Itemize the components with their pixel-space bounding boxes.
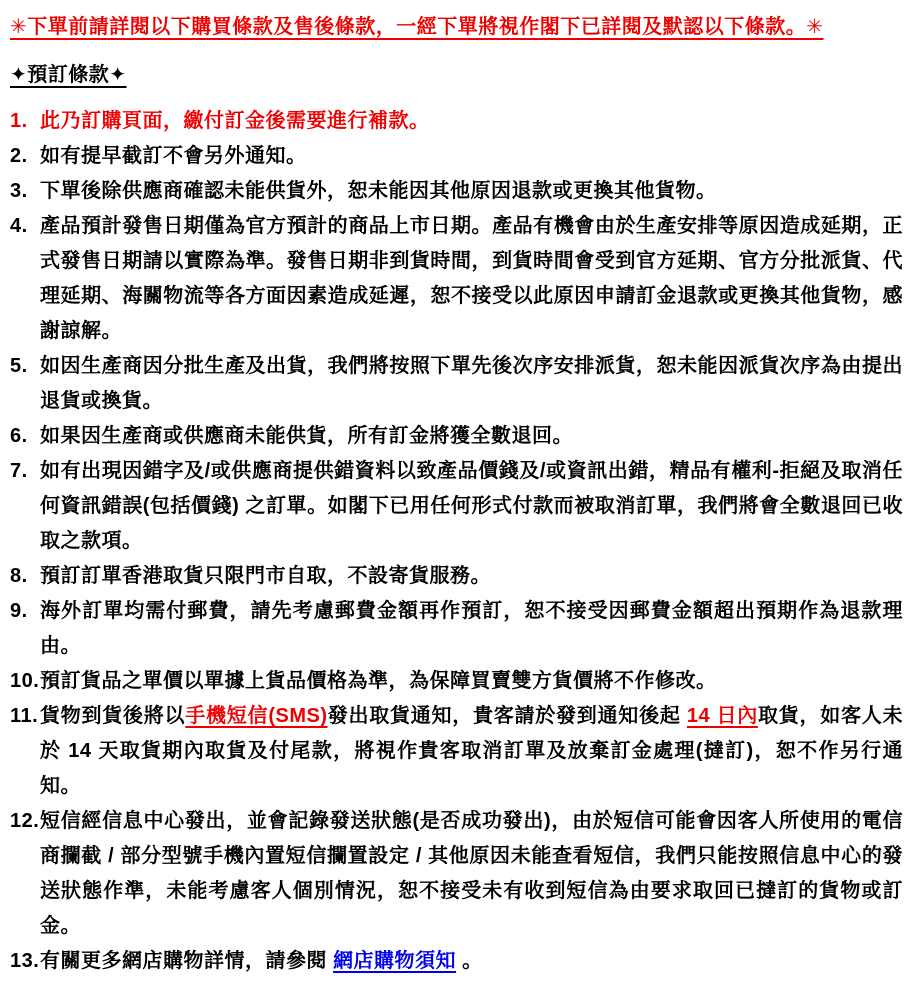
store-shopping-notice-link[interactable]: 網店購物須知 xyxy=(333,950,457,972)
term-text xyxy=(40,944,903,979)
term-segment: 如有提早截訂不會另外通知。 xyxy=(40,145,307,167)
term-text xyxy=(40,594,903,664)
term-text xyxy=(40,209,903,349)
term-segment: 有關更多網店購物詳情，請參閱 xyxy=(40,950,334,972)
term-item-11 xyxy=(10,699,903,804)
term-segment: 如果因生產商或供應商未能供貨，所有訂金將獲全數退回。 xyxy=(40,425,573,447)
term-number: 3. xyxy=(10,180,28,202)
term-number: 8. xyxy=(10,565,28,587)
term-text xyxy=(40,349,903,419)
term-number: 10. xyxy=(10,670,40,692)
term-number: 11. xyxy=(10,705,39,727)
term-number: 5. xyxy=(10,355,28,377)
term-number: 12. xyxy=(10,810,40,832)
term-segment: 貨物到貨後將以 xyxy=(40,705,186,727)
term-number: 6. xyxy=(10,425,28,447)
term-segment: 預訂訂單香港取貨只限門市自取，不設寄貨服務。 xyxy=(40,565,491,587)
term-segment: 如有出現因錯字及/或供應商提供錯資料以致產品價錢及/或資訊出錯，精品有權利-拒絕及取消任何資訊錯誤(包括價錢) 之訂單。如閣下已用任何形式付款而被取消訂單，我們將會全數退回已收取之款項。 xyxy=(40,460,903,552)
term-number: 13. xyxy=(10,950,40,972)
term-text xyxy=(40,699,903,804)
term-item-10 xyxy=(10,664,903,699)
section-title-preorder-terms: ✦預訂條款✦ xyxy=(10,64,127,86)
term-item-8 xyxy=(10,559,903,594)
term-segment: 取貨，如客人未於 14 天取貨期內取貨及付尾款，將視作貴客取消訂單及放棄訂金處理(撻訂)，恕不作另行通知。 xyxy=(40,705,904,797)
term-number: 4. xyxy=(10,215,28,237)
pre-order-warning-notice: ✳下單前請詳閱以下購買條款及售後條款，一經下單將視作閣下已詳閱及默認以下條款。✳ xyxy=(10,16,824,38)
term-item-1 xyxy=(10,104,903,139)
term-item-7 xyxy=(10,454,903,559)
term-number: 9. xyxy=(10,600,28,622)
term-text xyxy=(40,139,903,174)
terms-list xyxy=(10,104,903,979)
term-item-5 xyxy=(10,349,903,419)
term-number: 7. xyxy=(10,460,28,482)
term-text xyxy=(40,454,903,559)
term-segment: 下單後除供應商確認未能供貨外，恕未能因其他原因退款或更換其他貨物。 xyxy=(40,180,717,202)
term-number: 2. xyxy=(10,145,28,167)
term-text xyxy=(40,804,903,944)
term-segment: 此乃訂購頁面，繳付訂金後需要進行補款。 xyxy=(40,110,430,132)
term-number: 1. xyxy=(10,110,28,132)
term-segment: 產品預計發售日期僅為官方預計的商品上市日期。產品有機會由於生產安排等原因造成延期，正式發售日期請以實際為準。發售日期非到貨時間，到貨時間會受到官方延期、官方分批派貨、代理延期、海關物流等各方面因素造成延遲，恕不接受以此原因申請訂金退款或更換其他貨物，感謝諒解。 xyxy=(40,215,903,342)
term-item-4 xyxy=(10,209,903,349)
term-item-3 xyxy=(10,174,903,209)
term-segment: 發出取貨通知，貴客請於發到通知後起 xyxy=(327,705,687,727)
term-item-9 xyxy=(10,594,903,664)
term-segment: 預訂貨品之單價以單據上貨品價格為準，為保障買賣雙方貨價將不作修改。 xyxy=(40,670,717,692)
term-segment: 。 xyxy=(456,950,483,972)
term-text xyxy=(40,174,903,209)
term-text xyxy=(40,104,903,139)
term-highlight-red: 手機短信(SMS) xyxy=(185,705,328,727)
term-item-12 xyxy=(10,804,903,944)
term-text xyxy=(40,419,903,454)
term-segment: 短信經信息中心發出，並會記錄發送狀態(是否成功發出)，由於短信可能會因客人所使用的電信商攔截 / 部分型號手機內置短信攔置設定 / 其他原因未能查看短信，我們只能按照信息中心的發送狀態作準，未能考慮客人個別情況，恕不接受未有收到短信為由要求取回已撻訂的貨物或訂金。 xyxy=(40,810,903,937)
term-item-2 xyxy=(10,139,903,174)
term-item-13 xyxy=(10,944,903,979)
term-text xyxy=(40,559,903,594)
term-segment: 如因生產商因分批生產及出貨，我們將按照下單先後次序安排派貨，恕未能因派貨次序為由提出退貨或換貨。 xyxy=(40,355,903,412)
term-segment: 海外訂單均需付郵費，請先考慮郵費金額再作預訂，恕不接受因郵費金額超出預期作為退款理由。 xyxy=(40,600,903,657)
term-item-6 xyxy=(10,419,903,454)
term-text xyxy=(40,664,903,699)
term-highlight-red: 14 日內 xyxy=(686,705,758,727)
